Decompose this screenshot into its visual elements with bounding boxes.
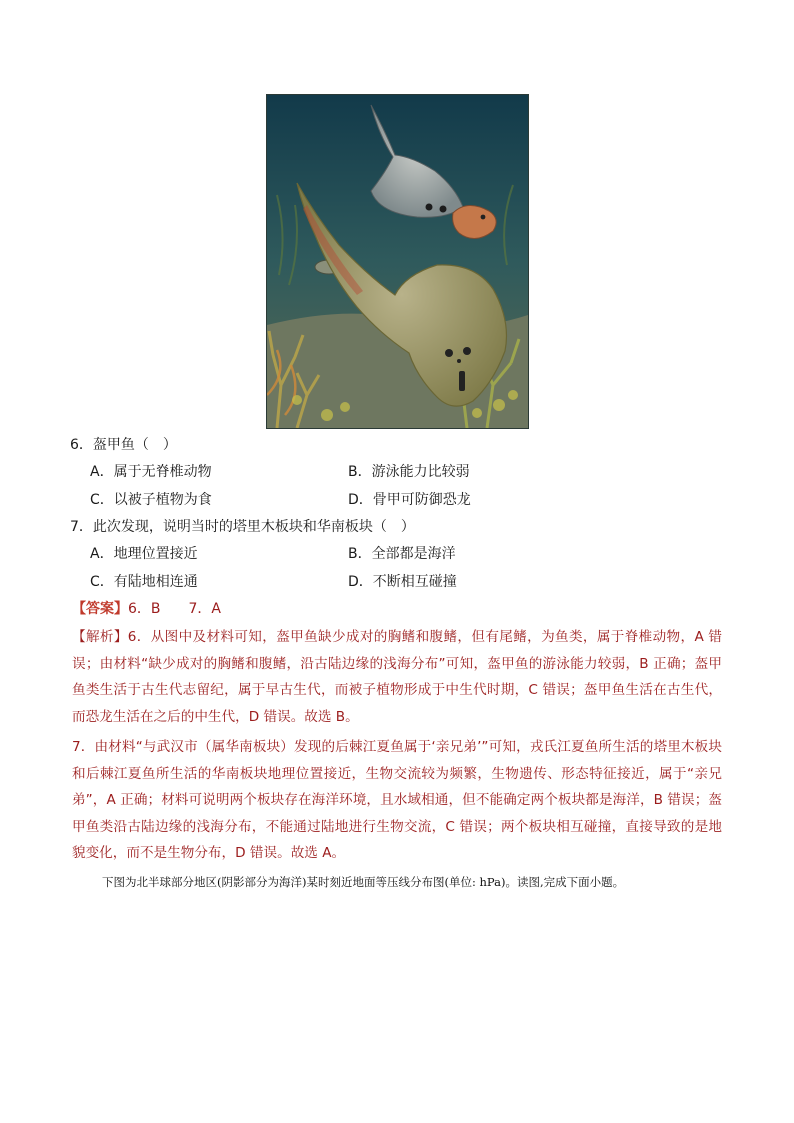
question-6-option-d: D．骨甲可防御恐龙 <box>348 492 471 508</box>
answer-tag: 【答案】 <box>72 601 128 617</box>
explanation-tag: 【解析】 <box>72 629 128 645</box>
question-7-stem: 7．此次发现，说明当时的塔里木板块和华南板块（ ） <box>70 519 415 535</box>
question-6-option-b: B．游泳能力比较弱 <box>348 464 470 480</box>
question-6-option-a: A．属于无脊椎动物 <box>90 464 212 480</box>
question-7-option-c: C．有陆地相连通 <box>90 574 198 590</box>
question-7-option-a: A．地理位置接近 <box>90 546 198 562</box>
question-6-stem: 6．盔甲鱼（ ） <box>70 437 177 453</box>
answer-value: 6．B 7．A <box>128 601 221 617</box>
question-7-option-b: B．全部都是海洋 <box>348 546 456 562</box>
answer-line <box>72 599 221 619</box>
fish-illustration <box>266 94 529 429</box>
explanation-q6 <box>72 624 722 730</box>
explanation-q7: 7．由材料“与武汉市（属华南板块）发现的后棘江夏鱼属于‘亲兄弟’”可知，戎氏江夏鱼所生活的塔里木板块和后棘江夏鱼所生活的华南板块地理位置接近，生物交流较为频繁，生物遗传、形态特征接近，属于“亲兄弟”，A 正确；材料可说明两个板块存在海洋环境，且水域相通，但不能确定两个板块都是海洋，B 错误；盔甲鱼类沿古陆边缘的浅海分布，不能通过陆地进行生物交流，C 错误；两个板块相互碰撞，直接导致的是地貌变化，而不是生物分布，D 错误。故选 A。 <box>72 739 722 861</box>
fish-fossil-illustration-icon <box>267 95 528 428</box>
explanation-q6-text: 6．从图中及材料可知，盔甲鱼缺少成对的胸鳍和腹鳍，但有尾鳍，为鱼类，属于脊椎动物，A 错误；由材料“缺少成对的胸鳍和腹鳍，沿古陆边缘的浅海分布”可知，盔甲鱼的游泳能力较弱，B 正确；盔甲鱼类生活于古生代志留纪，属于早古生代，而被子植物形成于中生代时期，C 错误；盔甲鱼生活在古生代，而恐龙生活在之后的中生代，D 错误。故选 B。 <box>72 629 722 725</box>
question-7-option-d: D．不断相互碰撞 <box>348 574 457 590</box>
question-6-option-c: C．以被子植物为食 <box>90 492 212 508</box>
next-section-intro: 下图为北半球部分地区(阴影部分为海洋)某时刻近地面等压线分布图(单位: hPa)。读图,完成下面小题。 <box>102 875 625 889</box>
